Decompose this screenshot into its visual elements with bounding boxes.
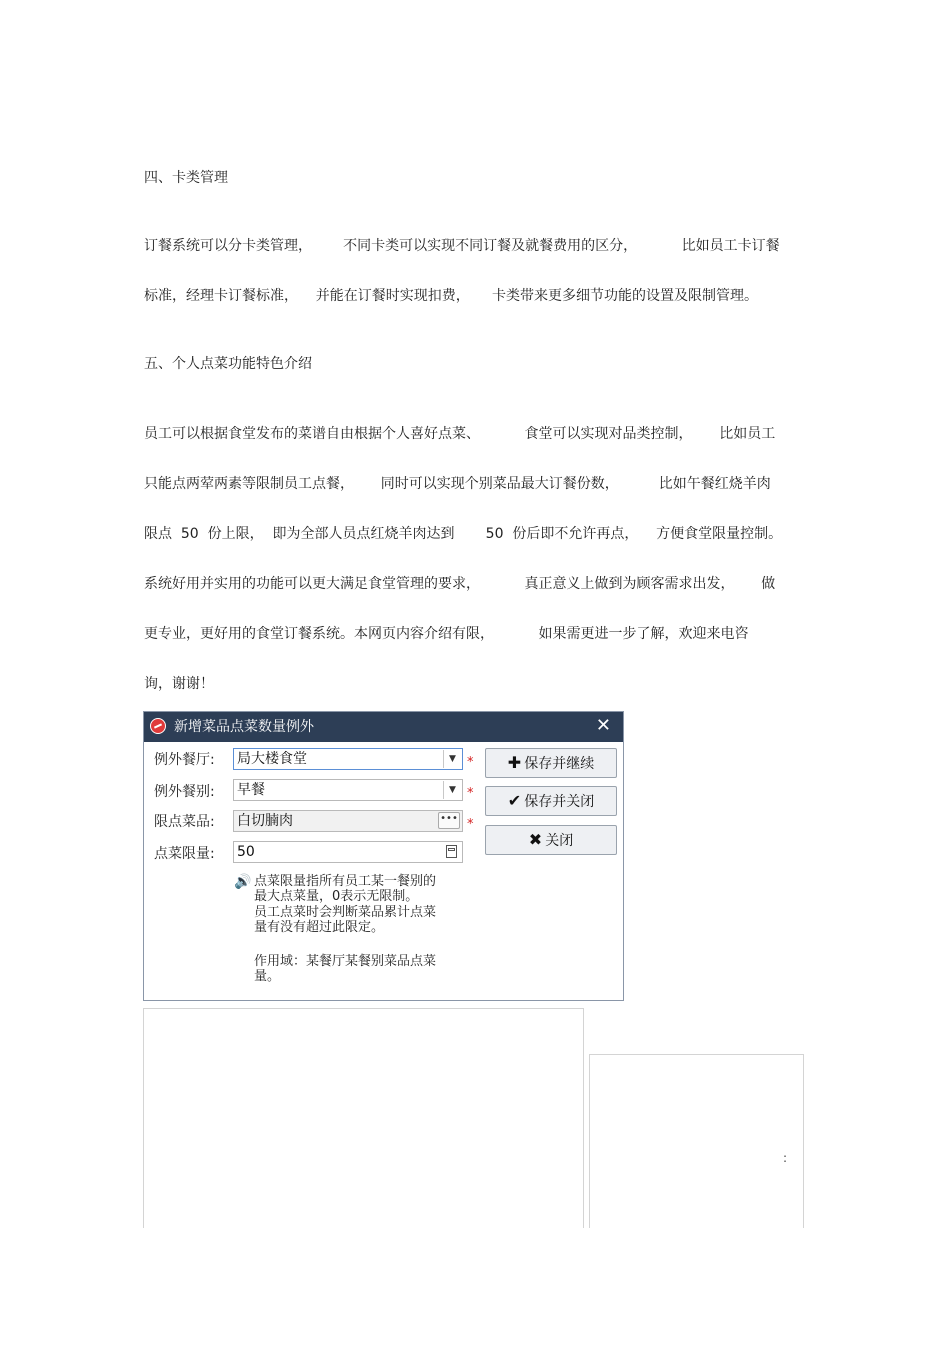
x-icon: ✖	[528, 830, 543, 849]
dish-value: 白切腩肉	[237, 813, 293, 829]
paragraph-line: 员工可以根据食堂发布的菜谱自由根据个人喜好点菜、 食堂可以实现对品类控制， 比如员工	[144, 426, 776, 442]
paragraph-line: 限点 50 份上限， 即为全部人员点红烧羊肉达到 50 份后即不允许再点， 方便食堂限量控制。	[144, 526, 783, 542]
restaurant-value: 局大楼食堂	[237, 751, 307, 767]
blank-image-panel-right	[589, 1054, 804, 1228]
limit-input[interactable]	[233, 841, 463, 863]
close-button[interactable]	[485, 825, 617, 855]
dish-limit-exception-dialog	[143, 711, 624, 1001]
dropdown-arrow-icon[interactable]: ▼	[443, 781, 461, 799]
calculator-icon[interactable]	[446, 845, 457, 858]
meal-select[interactable]	[233, 779, 463, 801]
restaurant-label: 例外餐厅:	[154, 752, 215, 768]
hint-line: 最大点菜量，0表示无限制。	[254, 889, 419, 904]
close-label: 关闭	[545, 833, 574, 849]
ellipsis-icon[interactable]: •••	[438, 812, 460, 829]
hint-line: 量。	[254, 969, 281, 984]
paragraph-line: 只能点两荤两素等限制员工点餐， 同时可以实现个别菜品最大订餐份数， 比如午餐红烧羊肉	[144, 476, 771, 492]
speaker-icon: 🔊	[234, 874, 252, 890]
save-close-label: 保存并关闭	[524, 794, 595, 810]
paragraph-line: 系统好用并实用的功能可以更大满足食堂管理的要求， 真正意义上做到为顾客需求出发， 做	[144, 576, 776, 592]
decorative-mark: :	[783, 1151, 788, 1165]
paragraph-line: 标准，经理卡订餐标准， 并能在订餐时实现扣费， 卡类带来更多细节功能的设置及限制管理。	[144, 288, 759, 304]
required-mark: *	[467, 817, 474, 832]
hint-line: 量有没有超过此限定。	[254, 920, 385, 935]
restaurant-select[interactable]	[233, 748, 463, 770]
meal-label: 例外餐别:	[154, 784, 215, 800]
section5-heading: 五、个人点菜功能特色介绍	[144, 356, 312, 372]
save-continue-button[interactable]	[485, 748, 617, 778]
paragraph-line: 订餐系统可以分卡类管理， 不同卡类可以实现不同订餐及就餐费用的区分， 比如员工卡订餐	[144, 238, 780, 254]
close-icon[interactable]: ✕	[595, 715, 611, 736]
limit-value: 50	[237, 844, 255, 860]
logo-icon	[150, 718, 166, 734]
dish-label: 限点菜品:	[154, 814, 215, 830]
paragraph-line: 询，谢谢！	[144, 676, 214, 692]
check-icon: ✔	[507, 791, 522, 810]
save-continue-label: 保存并继续	[524, 756, 595, 772]
blank-image-panel-left	[143, 1008, 584, 1228]
limit-label: 点菜限量:	[154, 846, 215, 862]
dropdown-arrow-icon[interactable]: ▼	[443, 750, 461, 768]
dish-picker[interactable]	[233, 810, 463, 832]
hint-line: 作用域：某餐厅某餐别菜品点菜	[254, 954, 437, 969]
meal-value: 早餐	[237, 782, 265, 798]
dialog-title-bar	[144, 712, 623, 742]
section4-heading: 四、卡类管理	[144, 170, 228, 186]
required-mark: *	[467, 755, 474, 770]
required-mark: *	[467, 786, 474, 801]
hint-line: 点菜限量指所有员工某一餐别的	[254, 874, 437, 889]
hint-line: 员工点菜时会判断菜品累计点菜	[254, 905, 437, 920]
paragraph-line: 更专业，更好用的食堂订餐系统。本网页内容介绍有限， 如果需更进一步了解，欢迎来电咨	[144, 626, 749, 642]
save-close-button[interactable]	[485, 786, 617, 816]
dialog-title: 新增菜品点菜数量例外	[174, 719, 314, 735]
plus-icon: ✚	[507, 753, 522, 772]
